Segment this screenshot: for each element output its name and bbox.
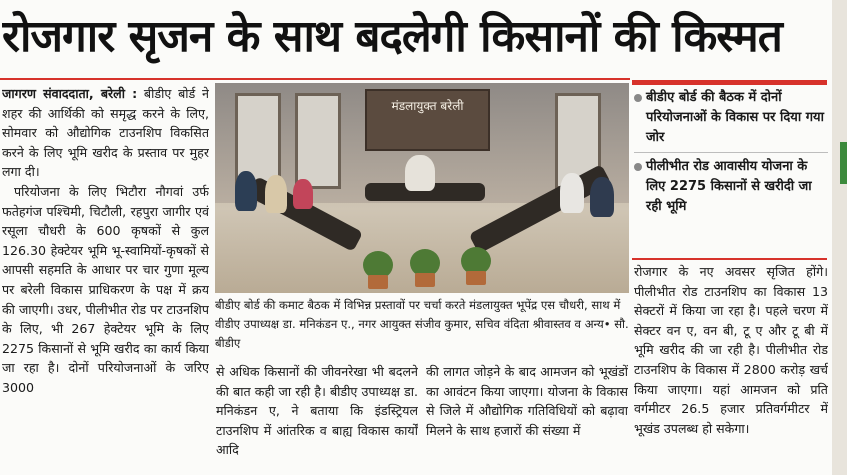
highlight-text: बीडीए बोर्ड की बैठक में दोनों परियोजनाओं के विकास पर दिया गया जोर	[646, 90, 824, 145]
highlight-item	[634, 157, 828, 217]
article-column-1	[2, 84, 209, 475]
meeting-photo	[215, 83, 629, 293]
highlight-text: पीलीभीत रोड आवासीय योजना के लिए 2275 किसानों से खरीदी जा रही भूमि	[646, 159, 812, 214]
photo-person	[265, 175, 287, 213]
article-column-4	[634, 262, 828, 475]
page-edge-marker	[840, 142, 847, 184]
photo-pot	[415, 273, 435, 287]
photo-person	[590, 177, 614, 217]
headline: रोजगार सृजन के साथ बदलेगी किसानों की किस्मत	[2, 11, 782, 62]
bullet-icon	[634, 94, 642, 102]
highlight-item	[634, 88, 828, 148]
photo-person	[235, 171, 257, 211]
photo-caption: बीडीए बोर्ड की कमाट बैठक में विभिन्न प्रस्तावों पर चर्चा करते मंडलायुक्त भूपेंद्र एस चौधरी, साथ में वीडीए उपाध्यक्ष डा. मनिकंडन ए., नगर आयुक्त संजीव कुमार, सचिव वंदिता श्रीवास्तव व अन्य• सौ. बीडीए	[215, 298, 629, 350]
highlight-divider	[634, 152, 828, 153]
photo-pot	[466, 271, 486, 285]
byline: जागरण संवाददाता, बरेली :	[2, 86, 138, 101]
photo-person	[560, 173, 584, 213]
article-paragraph-4: की लागत जोड़ने के बाद आमजन को भूखंडों का आवंटन किया जाएगा। योजना के विकास से जिले में औद्योगिक गतिविधियों को बढ़ावा मिलने के साथ हजारों की संख्या में	[426, 364, 628, 438]
bullet-icon	[634, 163, 642, 171]
article-column-3	[426, 362, 628, 475]
headline-rule	[0, 78, 630, 80]
article-paragraph-2: परियोजना के लिए भिटौरा नौगवां उर्फ फतेहगंज पश्चिमी, चिटौली, रहपुरा जागीर एवं रसूला चौधरी के 600 कृषकों से कुल 126.30 हेक्टेयर भूमि भू-स्वामियों-कृषकों से आपसी सहमति के आधार पर चार गुणा मूल्य पर बरेली विकास प्राधिकरण के पक्ष में क्रय की जाएगी। उधर, पीलीभीत रोड पर टाउनशिप के लिए, भी 267 हेक्टेयर भूमि के लिए 2275 किसानों से भूमि खरीद का कार्य किया जा रहा है। दोनों परियोजनाओं के जरिए 3000	[2, 183, 209, 395]
photo-person	[293, 179, 313, 209]
photo-pot	[368, 275, 388, 289]
photo-nameboard: मंडलायुक्त बरेली	[365, 89, 490, 151]
article-paragraph-3: से अधिक किसानों की जीवनरेखा भी बदलने की बात कही जा रही है। बीडीए उपाध्यक्ष डा. मनिकंडन ए, ने बताया कि इंडस्ट्रियल टाउनशिप में आंतरिक व बाह्य विकास कार्यों आदि	[216, 364, 418, 458]
photo-window-left-2	[295, 93, 341, 189]
article-column-2	[216, 362, 418, 475]
page-edge	[832, 0, 847, 475]
article-paragraph-5: रोजगार के नए अवसर सृजित होंगे। पीलीभीत रोड टाउनशिप का विकास 13 सेक्टरों में किया जा रहा है। पहले चरण में सेक्टर वन ए, वन बी, टू ए और टू बी में भूमि खरीद की जा रही है। पीलीभीत रोड टाउनशिप के विकास में 2800 करोड़ खर्च किया जाएगा। यहां आमजन को प्रति वर्गमीटर 26.5 हजार प्रतिवर्गमीटर में भूखंड उपलब्ध हो सकेगा।	[634, 264, 828, 436]
sidebar-top-rule	[632, 80, 827, 85]
photo-person-center	[405, 155, 435, 191]
highlights-box	[634, 88, 828, 256]
sidebar-bottom-rule	[632, 258, 827, 260]
article-paragraph-1: बीडीए बोर्ड ने शहर की आर्थिकी को समृद्ध करने के लिए, सोमवार को औद्योगिक टाउनशिप विकसित करने के लिए भूमि खरीद के प्रस्ताव पर मुहर लगा दी।	[2, 86, 209, 180]
